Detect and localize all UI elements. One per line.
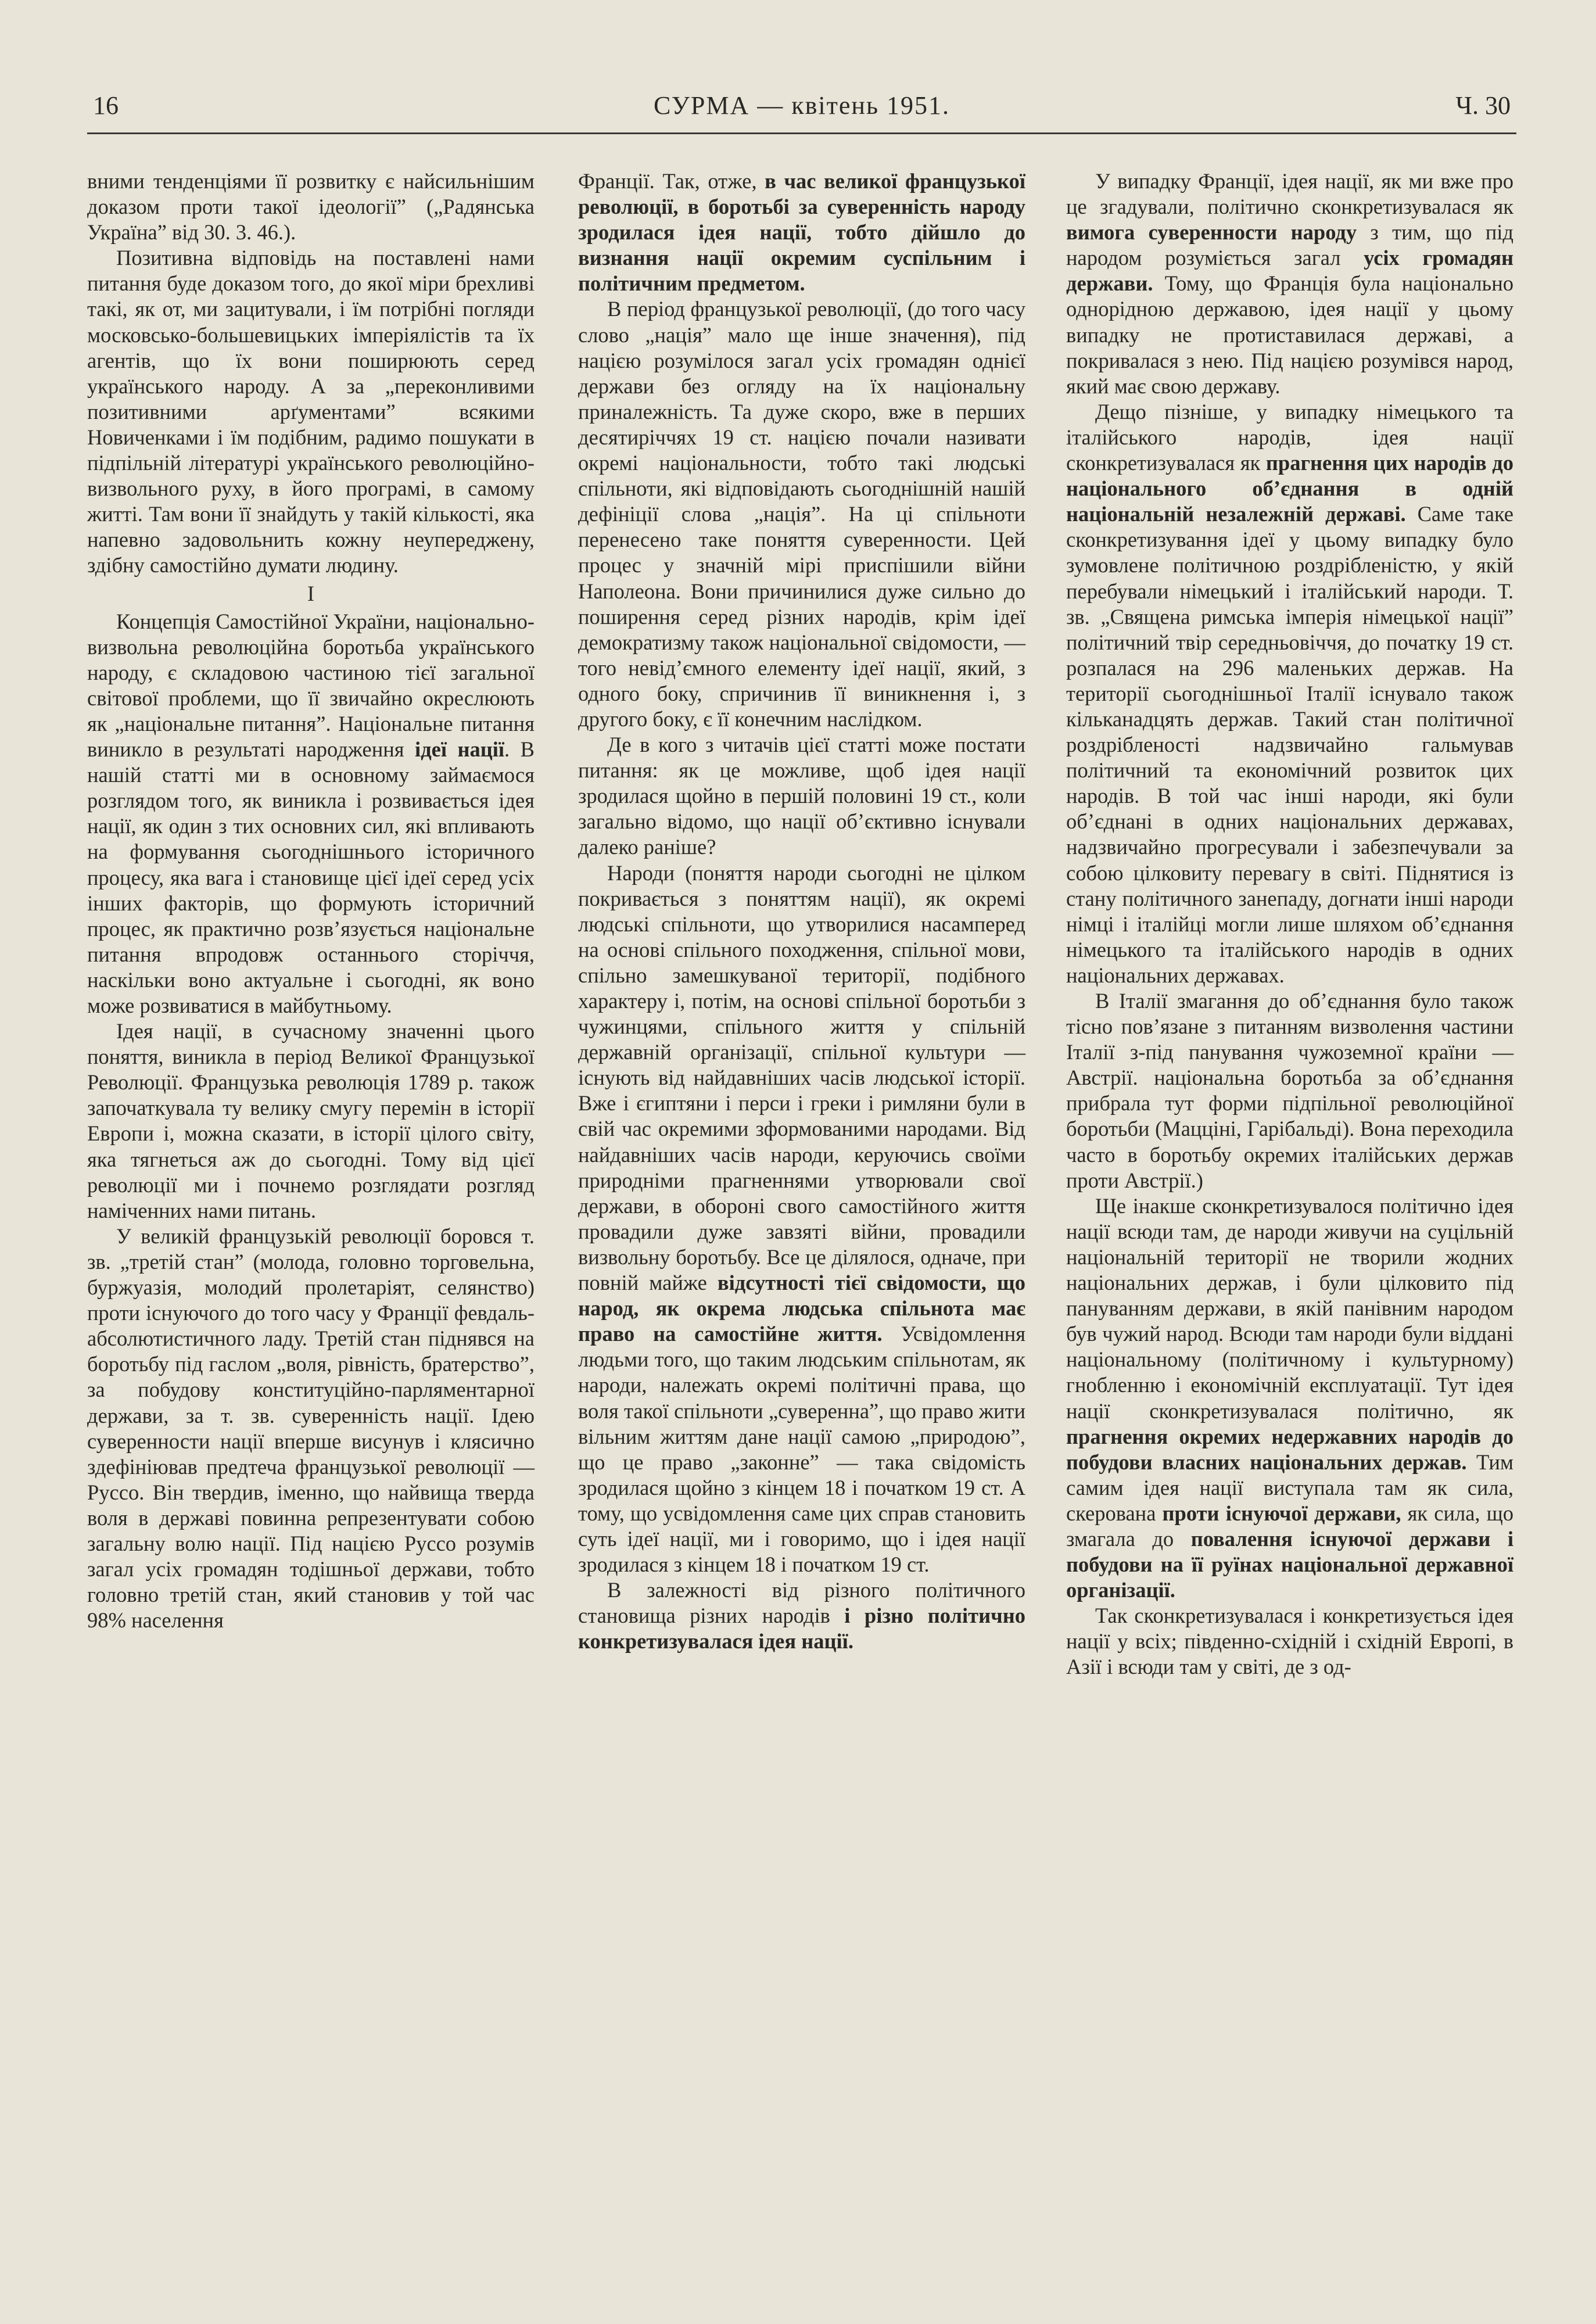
- text-run: Тим самим ідея нації виступала там як сила, скерована: [1066, 1450, 1513, 1525]
- paragraph: вними тенденціями її розвитку є найсильнішим доказом проти такої ідеології” („Радянська Україна” від 30. 3. 46.).: [87, 169, 535, 245]
- text-run: Дещо пізніше, у випадку німецького та італійського народів, ідея нації сконкретизувалася як: [1066, 399, 1513, 475]
- bold-text-run: проти існуючої держави,: [1162, 1501, 1401, 1525]
- paragraph: Так сконкретизувалася і конкретизується ідея нації у всіх; південно-східній і східній Европі, в Азії і всюди там у світі, де з од-: [1066, 1604, 1513, 1679]
- text-run: з тим, що під народом розуміється загал: [1066, 220, 1513, 270]
- paragraph: В Італії змагання до об’єднання було також тісно пов’язане з питанням визволення частини Італії з-під панування чужоземної країни — Австрії. національна боротьба за об’єднання прибрала тут форми підпільної революційної боротьби (Мацціні, Гарібальді). Вона переходила часто в боротьбу окремих італійських держав проти Австрії.): [1066, 989, 1513, 1192]
- bold-text-run: вимога суверенности народу: [1066, 220, 1357, 245]
- issue-part: Ч. 30: [1455, 91, 1511, 120]
- bold-text-run: ідеї нації: [415, 737, 505, 762]
- paragraph: В період французької революції, (до того часу слово „нація” мало ще інше значення), під нацією розумілося загал усіх громадян однієї держави без огляду на їх національну приналежність. Та дуже скоро, вже в перших десятиріччях 19 ст. нацією почали називати окремі національности, тобто такі людські спільноти, які відповідають сьогоднішній нашій дефініції слова „нація”. На ці спільноти перенесено таке поняття суверенности. Цей процес у значній мірі приспішили війни Наполеона. Вони причинилися дуже сильно до поширення серед різних народів, крім ідеї демократизму також національної свідомости, — того невід’ємного елементу ідеї нації, який, з одного боку, спричинив її виникнення і, з другого боку, є її конечним наслідком.: [578, 297, 1025, 731]
- bold-text-run: прагнення окремих недержавних народів до побудови власних національних держав.: [1066, 1424, 1513, 1474]
- paragraph: Позитивна відповідь на поставлені нами питання буде доказом того, до якої міри брехливі такі, як от, ми зацитували, і їм потрібні погляди московсько-большевицьких імперіялістів та їх агентів, що їх вони поширюють серед українського народу. А за „переконливими позитивними арґументами” всякими Новиченками і їм подібним, радимо пошукати в підпільній літературі українського революційно-визвольного руху, в його програмі, в самому житті. Там вони її знайдуть у такій кількості, яка напевно задовольнить кожну неупереджену, здібну самостійно думати людину.: [87, 246, 535, 578]
- bold-text-run: усіх громадян держави.: [1066, 246, 1513, 296]
- column-2: [578, 168, 1025, 1654]
- text-run: Ще інакше сконкретизувалося політично ідея нації всюди там, де народи живучи на суцільній національній території не творили жодних національних держав, і були цілковито під пануванням держави, в якій панівним народом був чужий народ. Всюди там народи були віддані національному (політичному і культурному) гнобленню і економічній експлуатації. Тут ідея нації сконкретизувалася політично, як: [1066, 1193, 1513, 1423]
- paragraph: [87, 609, 535, 1019]
- paragraph: [578, 168, 1025, 296]
- text-run: Усвідомлення людьми того, що таким людським спільнотам, як народи, належать окремі політичні права, що воля такої спільноти „суверенна”, що право жити вільним життям дане нації самою „природою”, що це право „законне” — така свідомість зродилася щойно з кінцем 18 і початком 19 ст. А тому, що усвідомлення саме цих справ становить суть ідеї нації, ми і говоримо, що і ідея нації зродилася з кінцем 18 і початком 19 ст.: [578, 1322, 1025, 1577]
- paragraph: [1066, 168, 1513, 399]
- text-run: . В нашій статті ми в основному займаємося розглядом того, як виникла і розвивається ідея нації, як один з тих основних сил, які впливають на формування сьогоднішнього історичного процесу, яка вага і становище цієї ідеї серед усіх інших факторів, що формують історичний процес, як практично розв’язується національне питання впродовж останнього сторіччя, наскільки воно актуальне і сьогодні, як воно може розвиватися в майбутньому.: [87, 737, 535, 1017]
- text-run: Саме таке сконкретизування ідеї у цьому випадку було зумовлене політичною роздрібленістю, у якій перебували німецький і італійський народи. Т. зв. „Священа римська імперія німецької нації” політичний твір середньовіччя, до початку 19 ст. розпалася на 296 маленьких держав. На території сьогоднішньої Італії існувало також кільканадцять держав. Такий стан політичної роздрібленості надзвичайно гальмував політичний та економічний розвиток цих народів. В той час інші народи, які були об’єднані в одних національних державах, надзвичайно прогресували і забезпечували за собою цілковиту перевагу в світі. Піднятися із стану політичного занепаду, догнати інші народи німці і італійці могли лише шляхом об’єднання німецького та італійського народів в одних національних державах.: [1066, 502, 1513, 987]
- header-rule: [87, 132, 1516, 134]
- text-run: Концепція Самостійної України, національно-визвольна революційна боротьба українського народу, є складовою частиною тієї загальної світової проблеми, що її звичайно окреслюють як „національне питання”. Національне питання виникло в результаті народження: [87, 609, 535, 762]
- column-1: [87, 168, 535, 1633]
- paragraph: [1066, 1193, 1513, 1604]
- text-run: Франції. Так, отже,: [578, 169, 765, 193]
- paragraph: Ідея нації, в сучасному значенні цього поняття, виникла в період Великої Французької Революції. Французька революція 1789 р. також започаткувала ту велику смугу перемін в історії Европи і, можна сказати, в історії цілого світу, яка тягнеться аж до сьогодні. Тому від цієї революції ми і почнемо розглядати розгляд наміченних нами питань.: [87, 1019, 535, 1222]
- text-run: Народи (поняття народи сьогодні не цілком покривається з поняттям нації), як окремі людські спільноти, що утворилися насамперед на основі спільного походження, спільної мови, спільно замешкуваної території, подібного характеру і, потім, на основі спільної боротьби з чужинцями, спільного життя у спільній державній організації, спільної культури — існують від найдавніших часів людської історії. Вже і єгиптяни і перси і греки і римляни були в свій час окремими зформованими народами. Від найдавніших часів народи, керуючись своїми природніми прагненнями утворювали свої держави, в обороні свого самостійного життя провадили дуже завзяті війни, провадили визвольну боротьбу. Все це ділялося, одначе, при повній майже: [578, 860, 1025, 1295]
- text-run: В залежності від різного політичного становища різних народів: [578, 1578, 1025, 1628]
- page-header: [87, 87, 1516, 128]
- bold-text-run: прагнення цих народів до національного об’єднання в одній національній незалежній державі.: [1066, 451, 1513, 526]
- page-number: 16: [93, 91, 119, 120]
- text-run: У випадку Франції, ідея нації, як ми вже про це згадували, політично сконкретизувалася як: [1066, 169, 1513, 219]
- bold-text-run: і різно політично конкретизувалася ідея нації.: [578, 1604, 1025, 1654]
- paragraph: [578, 860, 1025, 1578]
- text-run: як сила, що змагала до: [1066, 1501, 1513, 1551]
- paragraph: Де в кого з читачів цієї статті може постати питання: як це можливе, щоб ідея нації зродилася щойно в першій половині 19 ст., коли загально відомо, що нації об’єктивно існували далеко раніше?: [578, 733, 1025, 859]
- section-numeral: I: [307, 581, 315, 605]
- paragraph: [578, 1577, 1025, 1654]
- text-run: Тому, що Франція була національно однорідною державою, ідея нації у цьому випадку не протиставилася державі, а покривалася з нею. Під нацією розумівся народ, який має свою державу.: [1066, 271, 1513, 398]
- bold-text-run: в час великої французької революції, в боротьбі за суверенність народу зродилася ідея нації, тобто дійшло до визнання нації окремим суспільним і політичним предметом.: [578, 169, 1025, 296]
- column-3: [1066, 168, 1513, 1680]
- paragraph: У великій французькій революції боровся т. зв. „третій стан” (молода, головно торговельна, буржуазія, молодий пролетаріят, селянство) проти існуючого до того часу у Франції февдаль-абсолютистичного ладу. Третій стан піднявся на боротьбу під гаслом „воля, рівність, братерство”, за побудову конституційно-парляментарної держави, за т. зв. суверенність нації. Ідею суверенности нації вперше висунув і клясично здефініював предтеча французької революції — Руссо. Він твердив, іменно, що найвища тверда воля в державі повинна репрезентувати собою загальну волю нації. Під нацією Руссо розумів загал усіх громадян тодішньої держави, тобто головно третій стан, який становив у той час 98% населення: [87, 1224, 535, 1633]
- bold-text-run: відсутності тієї свідомости, що народ, як окрема людська спільнота має право на самостійне життя.: [578, 1271, 1025, 1346]
- running-title: СУРМА — квітень 1951.: [653, 91, 951, 120]
- paragraph: [1066, 399, 1513, 988]
- bold-text-run: повалення існуючої держави і побудови на її руїнах національної державної організації.: [1066, 1526, 1513, 1602]
